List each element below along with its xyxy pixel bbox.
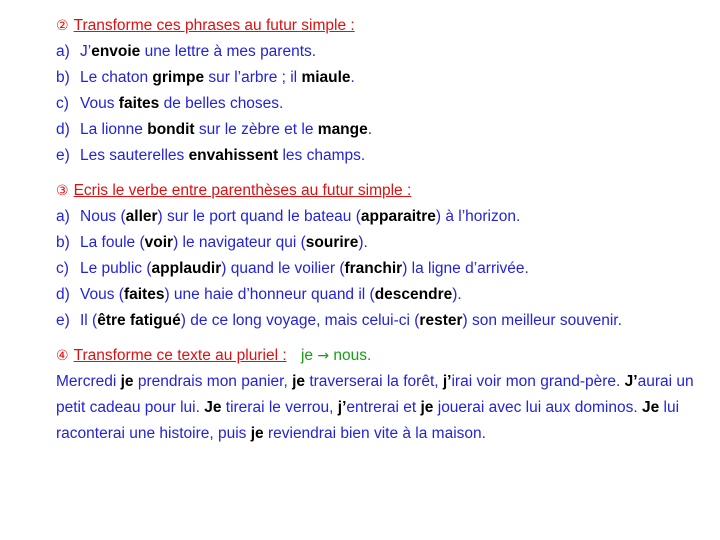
item-marker: e) <box>56 147 70 164</box>
verb: être fatigué <box>97 312 181 329</box>
verb: envoie <box>91 43 141 60</box>
item-text: une lettre à mes parents. <box>140 43 317 60</box>
worksheet <box>56 13 706 447</box>
item-text: sur l’arbre ; il <box>204 69 302 86</box>
item-text: Le chaton <box>80 69 153 86</box>
list-item <box>56 256 706 282</box>
exercise-3-heading <box>56 178 706 204</box>
paragraph-text: aurai un petit cadeau pour lui. <box>56 373 694 416</box>
item-marker: b) <box>56 234 70 251</box>
paragraph-text: Mercredi <box>56 373 121 390</box>
verb: faites <box>118 95 160 112</box>
item-marker: d) <box>56 286 70 303</box>
exercise-3-title: Ecris le verbe entre parenthèses au futur simple : <box>73 182 412 199</box>
exercise-2-title: Transforme ces phrases au futur simple : <box>73 17 355 34</box>
item-marker: c) <box>56 260 69 277</box>
item-text: ) une haie d’honneur quand il ( <box>164 286 375 303</box>
list-item <box>56 117 706 143</box>
verb: descendre <box>374 286 453 303</box>
item-marker: a) <box>56 208 70 225</box>
verb: applaudir <box>151 260 222 277</box>
item-text: Il ( <box>80 312 98 329</box>
item-text: Les sauterelles <box>80 147 189 164</box>
verb: mange <box>317 121 368 138</box>
list-item <box>56 91 706 117</box>
exercise-4-heading <box>56 343 706 369</box>
list-item <box>56 308 706 334</box>
item-text: ) son meilleur souvenir. <box>462 312 622 329</box>
item-text: ) la ligne d’arrivée. <box>402 260 529 277</box>
item-text: ) le navigateur qui ( <box>173 234 306 251</box>
pronoun: je <box>420 399 434 416</box>
verb: aller <box>125 208 158 225</box>
verb: rester <box>419 312 463 329</box>
exercise-4-title: Transforme ce texte au pluriel : <box>73 347 287 364</box>
item-text: ). <box>452 286 462 303</box>
item-text: sur le zèbre et le <box>194 121 318 138</box>
pronoun: j’ <box>442 373 452 390</box>
paragraph-text: traverserai la forêt, <box>305 373 443 390</box>
exercise-3-number: ③ <box>56 183 69 199</box>
exercise-4-paragraph <box>56 369 706 447</box>
item-text: ) de ce long voyage, mais celui-ci ( <box>180 312 420 329</box>
exercise-2-number: ② <box>56 18 69 34</box>
list-item <box>56 204 706 230</box>
list-item <box>56 65 706 91</box>
item-text: J’ <box>80 43 92 60</box>
item-text: Le public ( <box>80 260 152 277</box>
item-marker: d) <box>56 121 70 138</box>
verb: bondit <box>147 121 195 138</box>
verb: miaule <box>301 69 351 86</box>
item-text: les champs. <box>278 147 366 164</box>
arrow-icon: → <box>317 348 330 364</box>
paragraph-text: tirerai le verrou, <box>221 399 338 416</box>
list-item <box>56 39 706 65</box>
verb: faites <box>123 286 165 303</box>
paragraph-text: prendrais mon panier, <box>133 373 293 390</box>
pronoun: Je <box>204 399 222 416</box>
pronoun: je <box>250 425 264 442</box>
paragraph-text: irai voir mon grand-père. <box>451 373 625 390</box>
hint-nous: nous. <box>333 347 372 364</box>
item-text: Vous ( <box>80 286 124 303</box>
verb: franchir <box>344 260 403 277</box>
verb: grimpe <box>152 69 205 86</box>
item-text: Vous <box>80 95 119 112</box>
list-item <box>56 230 706 256</box>
item-text: ) quand le voilier ( <box>221 260 345 277</box>
pronoun: Je <box>641 399 660 416</box>
item-text: . <box>350 69 355 86</box>
item-marker: c) <box>56 95 69 112</box>
item-text: Nous ( <box>80 208 126 225</box>
exercise-3-list <box>56 204 706 334</box>
item-text: . <box>367 121 373 138</box>
hint-je: je <box>300 347 314 364</box>
item-text: La lionne <box>80 121 148 138</box>
paragraph-text: lui raconterai une histoire, puis <box>56 399 680 442</box>
item-text: ) sur le port quand le bateau ( <box>157 208 361 225</box>
verb: envahissent <box>188 147 279 164</box>
item-text: ). <box>358 234 368 251</box>
item-text: La foule ( <box>80 234 145 251</box>
verb: apparaitre <box>360 208 436 225</box>
paragraph-text: jouerai avec lui aux dominos. <box>433 399 642 416</box>
exercise-4-number: ④ <box>56 348 69 364</box>
pronoun: J’ <box>624 373 638 390</box>
item-marker: a) <box>56 43 70 60</box>
item-marker: e) <box>56 312 70 329</box>
exercise-2-heading <box>56 13 706 39</box>
paragraph-text: reviendrai bien vite à la maison. <box>263 425 486 442</box>
item-marker: b) <box>56 69 70 86</box>
exercise-2-list <box>56 39 706 169</box>
verb: voir <box>144 234 174 251</box>
item-text: de belles choses. <box>159 95 284 112</box>
list-item <box>56 282 706 308</box>
verb: sourire <box>305 234 359 251</box>
pronoun: je <box>292 373 306 390</box>
item-text: ) à l’horizon. <box>435 208 521 225</box>
list-item <box>56 143 706 169</box>
pronoun: j’ <box>337 399 347 416</box>
paragraph-text: entrerai et <box>346 399 421 416</box>
pronoun: je <box>120 373 134 390</box>
